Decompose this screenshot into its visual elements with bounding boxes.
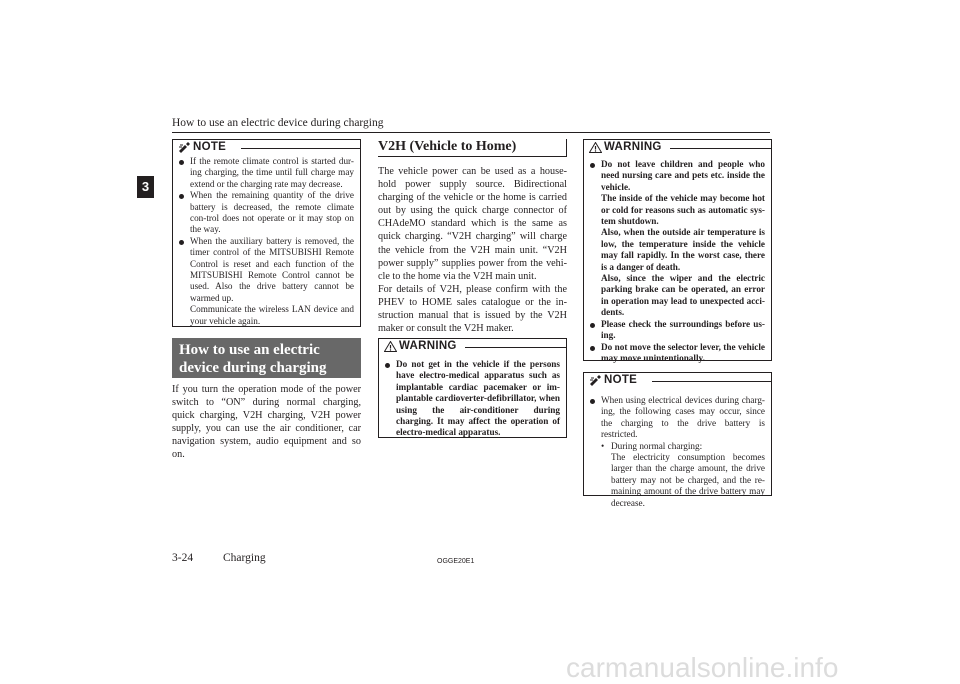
- note-subitem-text: The electricity consumption becomes larger than the charge amount, the drive battery may not be charged, and the re-maining amount of the drive battery may decrease.: [611, 452, 765, 508]
- v2h-paragraph: For details of V2H, please confirm with the PHEV to HOME sales catalogue or the in-struction manual that is issued by the V2H maker or consult the V2H maker.: [378, 283, 567, 335]
- note-item: [590, 395, 765, 509]
- v2h-paragraph: The vehicle power can be used as a house-hold power supply source. Bidirectional charging of the vehicle or the home is carried out by using the quick charge connector of CHAdeMO standard which is the same as quick charging. “V2H charging” will charge the vehicle from the V2H main unit. “V2H power supply” supplies power from the vehi-cle to the home via the V2H main unit.: [378, 166, 567, 282]
- note-text: If the remote climate control is started dur-ing charging, the time until full charge may extend or the charging rate may decrease.: [190, 156, 354, 189]
- warning-text: Please check the surroundings before us-ing.: [601, 318, 765, 341]
- document-code: OGGE20E1: [437, 558, 475, 565]
- note-subitem-title: • During normal charging:: [601, 441, 765, 452]
- note-text: When the auxiliary battery is removed, the timer control of the MITSUBISHI Remote Control is reset and each function of the MITSUBISHI Remote Control cannot be used. Also the drive battery cannot be warmed up.: [190, 235, 354, 303]
- note-header: [584, 373, 771, 389]
- warning-label: WARNING: [604, 141, 662, 153]
- footer-section: Charging: [223, 552, 266, 564]
- warning-triangle-icon: [589, 142, 602, 153]
- warning-text: Also, when the outside air temperature is low, the temperature inside the vehicle may fall rapidly. In the worst case, there is a danger of death.: [601, 227, 765, 272]
- note-label: NOTE: [193, 141, 227, 153]
- page-number: 3-24: [172, 552, 194, 564]
- warning-text: Do not leave children and people who need nursing care and pets etc. inside the vehicle.: [601, 159, 765, 192]
- note-item: [179, 236, 354, 327]
- header-rule: [172, 132, 770, 133]
- warning-header-rule: [465, 347, 566, 348]
- warning-item: [590, 159, 765, 319]
- warning-text: Also, since the wiper and the electric parking brake can be operated, an error in operation may lead to unexpected acci-dents.: [601, 273, 765, 318]
- warning-text: Do not get in the vehicle if the persons have electro-medical apparatus such as implantable cardiac pacemaker or im-plantable cardioverter-defibrillator, when using the air-conditioner during charging. It may affect the operation of electro-medical apparatus.: [396, 359, 560, 438]
- note-text: When using electrical devices during charg-ing, the following cases may occur, since the charging to the drive battery is restricted.: [601, 395, 765, 440]
- note-text: When the remaining quantity of the drive battery is decreased, the remote climate con-trol does not operate or it may stop on the way.: [190, 190, 354, 235]
- warning-list: [584, 156, 771, 368]
- note-list: [584, 389, 771, 513]
- warning-item: [590, 319, 765, 342]
- note-label: NOTE: [604, 374, 638, 386]
- warning-list: [379, 355, 566, 443]
- warning-header: [379, 339, 566, 355]
- warning-text: Do not move the selector lever, the vehicle may move unintentionally.: [601, 341, 765, 363]
- section-title-line: How to use an electric: [179, 342, 320, 358]
- warning-triangle-icon: [384, 341, 397, 352]
- section-title-banner: [172, 338, 361, 378]
- v2h-body: [378, 165, 567, 335]
- note-header-rule: [241, 148, 360, 149]
- warning-box-right: [583, 139, 772, 361]
- warning-header: [584, 140, 771, 156]
- note-item: [179, 156, 354, 190]
- section-title-line: device during charging: [179, 360, 327, 376]
- note-item: [179, 190, 354, 236]
- running-header: How to use an electric device during charging: [172, 117, 384, 129]
- v2h-heading: V2H (Vehicle to Home): [378, 139, 567, 157]
- note-header-rule: [652, 381, 771, 382]
- note-text: Communicate the wireless LAN device and your vehicle again.: [190, 304, 354, 326]
- warning-item: [590, 342, 765, 365]
- note-box-left: [172, 139, 361, 327]
- section-body: If you turn the operation mode of the power switch to “ON” during normal charging, quick charging, V2H charging, V2H power supply, you can use the air conditioner, car navigation system, audio equipment and so on.: [172, 384, 361, 461]
- note-pencil-icon: [589, 375, 602, 386]
- note-list: [173, 156, 360, 331]
- watermark: carmanualsonline.info: [566, 652, 839, 683]
- section-tab: 3: [137, 176, 154, 198]
- warning-text: The inside of the vehicle may become hot or cold for reasons such as automatic sys-tem shutdown.: [601, 193, 765, 227]
- warning-header-rule: [670, 148, 771, 149]
- note-pencil-icon: [178, 142, 191, 153]
- note-header: [173, 140, 360, 156]
- warning-box-middle: [378, 338, 567, 438]
- warning-item: [385, 359, 560, 439]
- warning-label: WARNING: [399, 340, 457, 352]
- note-box-right: [583, 372, 772, 508]
